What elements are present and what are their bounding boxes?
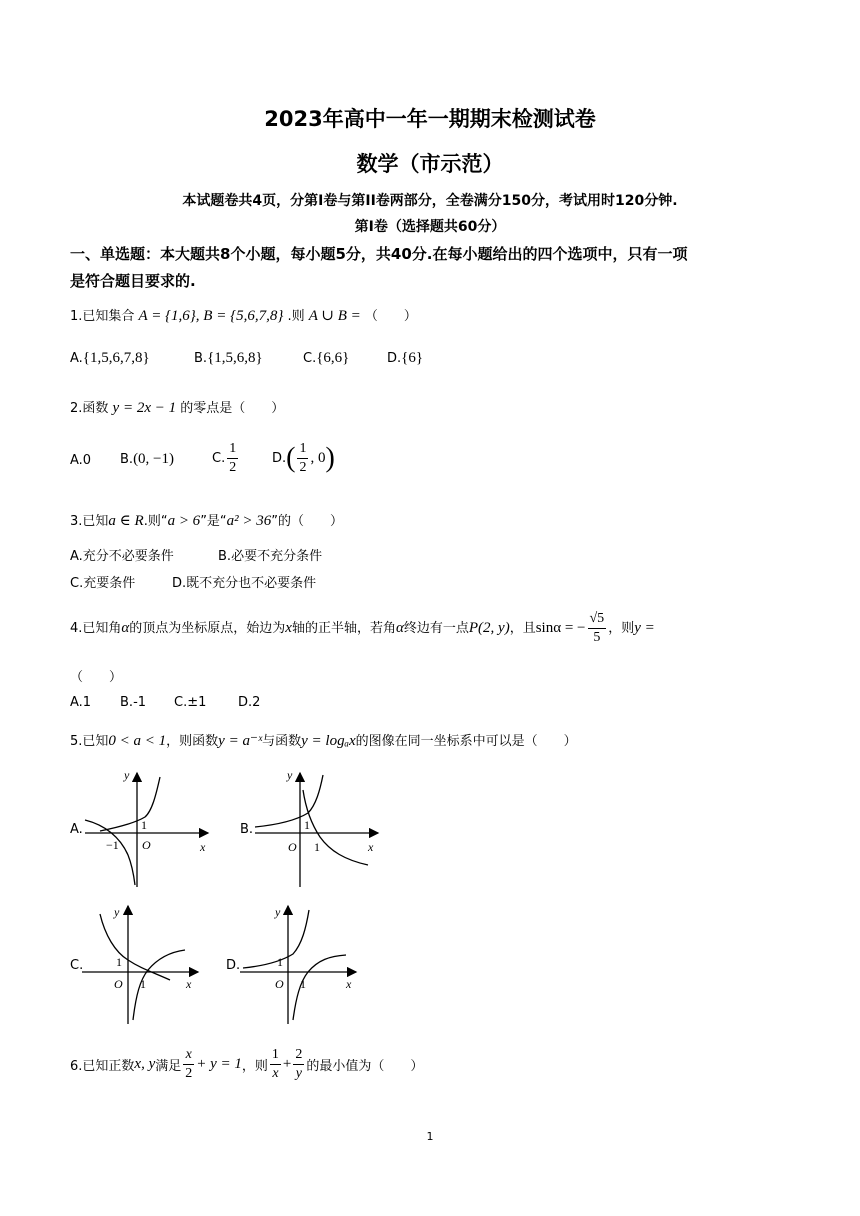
log-curve bbox=[85, 820, 135, 885]
denominator: x bbox=[272, 1066, 279, 1081]
tick-one-x: 1 bbox=[314, 840, 320, 854]
q3-option-a[interactable] bbox=[70, 545, 174, 564]
option-value: 2 bbox=[252, 695, 261, 710]
q4-paren: （ ） bbox=[70, 670, 123, 685]
exam-subtitle: 数学（市示范） bbox=[356, 152, 504, 176]
q1-option-b[interactable] bbox=[194, 350, 263, 367]
option-label: B. bbox=[120, 452, 134, 467]
q5-option-a-label[interactable]: A. bbox=[70, 822, 83, 837]
q4-text-b: 的顶点为坐标原点，始边为 bbox=[129, 621, 286, 636]
option-label: B. bbox=[194, 351, 208, 366]
q4-sin: sinα = − bbox=[535, 620, 586, 636]
origin-label: O bbox=[275, 977, 284, 991]
q4-point: P(2, y) bbox=[468, 620, 510, 636]
option-label: B. bbox=[218, 549, 232, 564]
option-label: C. bbox=[303, 351, 317, 366]
q2-option-d[interactable] bbox=[272, 440, 335, 477]
question-2 bbox=[70, 397, 284, 417]
plus-sign: + bbox=[282, 1056, 292, 1072]
right-paren: ) bbox=[325, 442, 335, 474]
tick-neg-one: −1 bbox=[106, 838, 119, 852]
option-value: 充分不必要条件 bbox=[82, 549, 174, 564]
q2-option-b[interactable] bbox=[120, 451, 174, 468]
q4-option-c[interactable] bbox=[174, 695, 206, 710]
numerator: 1 bbox=[227, 440, 238, 459]
q5-graph-a[interactable] bbox=[80, 765, 215, 890]
option-value: 必要不充分条件 bbox=[231, 549, 323, 564]
q5-graph-b[interactable] bbox=[250, 765, 385, 890]
question-3 bbox=[70, 510, 343, 530]
q1-sets: A = {1,6}, B = {5,6,7,8} bbox=[138, 308, 284, 324]
q1-expr: A ∪ B = bbox=[308, 308, 361, 324]
q6-text-mid2: ，则 bbox=[241, 1059, 268, 1074]
question-6 bbox=[70, 1046, 423, 1083]
q2-expr: y = 2x − 1 bbox=[112, 400, 177, 416]
y-label: y bbox=[124, 768, 130, 782]
x-label: x bbox=[368, 840, 374, 854]
option-label: C. bbox=[70, 576, 84, 591]
q3-option-d[interactable] bbox=[172, 572, 316, 591]
option-label: B. bbox=[120, 695, 134, 710]
q5-text-suffix: 的图像在同一坐标系中可以是（ ） bbox=[355, 734, 577, 749]
x-label: x bbox=[200, 840, 206, 854]
q1-option-a[interactable] bbox=[70, 350, 150, 367]
numerator: x bbox=[183, 1046, 194, 1065]
q4-alpha-2: α bbox=[395, 620, 404, 636]
q4-text-d: 终边有一点 bbox=[403, 621, 469, 636]
q1-text-mid: .则 bbox=[287, 309, 305, 324]
denominator: 2 bbox=[229, 460, 237, 475]
q4-text-e: ，且 bbox=[509, 621, 536, 636]
tick-one-y: 1 bbox=[277, 955, 283, 969]
q4-x: x bbox=[285, 620, 292, 636]
fraction bbox=[293, 1046, 304, 1083]
option-label: C. bbox=[174, 695, 188, 710]
option-label: C. bbox=[212, 451, 226, 466]
q5-option-c-label[interactable]: C. bbox=[70, 958, 84, 973]
part-one-heading: 第I卷（选择题共60分） bbox=[354, 219, 506, 235]
q3-expr2: a > 6 bbox=[167, 513, 201, 529]
fraction bbox=[270, 1046, 281, 1083]
tick-one-x: 1 bbox=[140, 977, 146, 991]
exp-curve bbox=[100, 777, 160, 831]
option-value: {6} bbox=[401, 350, 424, 366]
fraction bbox=[227, 440, 238, 477]
q4-text-f: ，则 bbox=[608, 621, 635, 636]
q6-vars: x, y bbox=[134, 1056, 156, 1072]
q4-y-eq: y = bbox=[634, 620, 655, 636]
option-label: A. bbox=[70, 549, 83, 564]
q1-paren: （ ） bbox=[364, 309, 417, 324]
origin-label: O bbox=[142, 838, 151, 852]
x-label: x bbox=[346, 977, 352, 991]
option-label: D. bbox=[172, 576, 187, 591]
option-label: A. bbox=[70, 453, 83, 468]
q3-option-b[interactable] bbox=[218, 545, 322, 564]
numerator: √5 bbox=[588, 610, 607, 629]
exam-title: 2023年高中一年一期期末检测试卷 bbox=[264, 107, 596, 131]
q6-text-suffix: 的最小值为（ ） bbox=[306, 1059, 424, 1074]
q6-text: 6.已知正数 bbox=[70, 1059, 135, 1074]
question-5 bbox=[70, 730, 577, 750]
q4-alpha: α bbox=[121, 620, 130, 636]
point-tail: , 0 bbox=[310, 450, 326, 466]
q2-text: 2.函数 bbox=[70, 401, 109, 416]
q4-option-b[interactable] bbox=[120, 695, 146, 710]
denominator: 2 bbox=[185, 1066, 193, 1081]
section-heading-line2: 是符合题目要求的. bbox=[70, 272, 196, 290]
x-label: x bbox=[186, 977, 192, 991]
option-label: D. bbox=[387, 351, 402, 366]
option-value: 充要条件 bbox=[83, 576, 136, 591]
q2-text-suffix: 的零点是（ ） bbox=[180, 401, 285, 416]
q5-graph-d[interactable] bbox=[238, 900, 363, 1025]
q5-text: 5.已知 bbox=[70, 734, 109, 749]
q6-cond-tail: + y = 1 bbox=[196, 1056, 242, 1072]
exp-curve bbox=[100, 914, 170, 980]
q4-option-a[interactable] bbox=[70, 695, 91, 710]
q3-text: 3.已知 bbox=[70, 514, 109, 529]
q5-text-mid2: 与函数 bbox=[262, 734, 302, 749]
q2-option-c[interactable] bbox=[212, 440, 240, 477]
option-label: D. bbox=[238, 695, 253, 710]
q1-option-d[interactable] bbox=[387, 350, 423, 367]
q3-text-mid1: .则“ bbox=[143, 514, 168, 529]
q4-option-d[interactable] bbox=[238, 695, 260, 710]
tick-one-x: 1 bbox=[300, 977, 306, 991]
option-value: -1 bbox=[133, 695, 147, 710]
q1-option-c[interactable] bbox=[303, 350, 349, 367]
left-paren: ( bbox=[286, 442, 296, 474]
q5-graph-c[interactable] bbox=[80, 900, 205, 1025]
tick-one: 1 bbox=[141, 818, 147, 832]
option-value: 既不充分也不必要条件 bbox=[186, 576, 317, 591]
exam-info: 本试题卷共4页，分第I卷与第II卷两部分，全卷满分150分，考试用时120分钟. bbox=[182, 193, 678, 209]
fraction bbox=[588, 610, 607, 647]
q4-text: 4.已知角 bbox=[70, 621, 122, 636]
y-label: y bbox=[114, 905, 120, 919]
numerator: 2 bbox=[293, 1046, 304, 1065]
q5-option-b-label[interactable]: B. bbox=[240, 822, 254, 837]
denominator: 5 bbox=[593, 630, 601, 645]
option-value: {6,6} bbox=[316, 350, 350, 366]
q3-expr1: a ∈ R bbox=[108, 513, 144, 529]
q6-text-mid: 满足 bbox=[155, 1059, 182, 1074]
option-label: D. bbox=[272, 451, 287, 466]
y-label: y bbox=[275, 905, 281, 919]
log-curve bbox=[303, 790, 368, 865]
option-label: A. bbox=[70, 695, 83, 710]
numerator: 1 bbox=[270, 1046, 281, 1065]
option-label: A. bbox=[70, 351, 83, 366]
page-number: 1 bbox=[426, 1130, 434, 1143]
q3-option-c[interactable] bbox=[70, 572, 135, 591]
q3-text-suffix: ”的（ ） bbox=[271, 514, 344, 529]
q5-f2: y = logₐx bbox=[301, 733, 356, 749]
question-4 bbox=[70, 610, 655, 647]
q1-text: 1.已知集合 bbox=[70, 309, 135, 324]
tick-one-y: 1 bbox=[116, 955, 122, 969]
q4-text-c: 轴的正半轴，若角 bbox=[291, 621, 396, 636]
q3-expr3: a² > 36 bbox=[226, 513, 272, 529]
y-label: y bbox=[287, 768, 293, 782]
option-value: {1,5,6,8} bbox=[207, 350, 263, 366]
section-heading-line1: 一、单选题：本大题共8个小题，每小题5分，共40分.在每小题给出的四个选项中，只有一项 bbox=[70, 245, 688, 263]
exp-curve bbox=[255, 775, 323, 827]
q5-cond: 0 < a < 1 bbox=[108, 733, 167, 749]
fraction bbox=[297, 440, 308, 477]
numerator: 1 bbox=[297, 440, 308, 459]
origin-label: O bbox=[288, 840, 297, 854]
origin-label: O bbox=[114, 977, 123, 991]
question-1 bbox=[70, 305, 417, 325]
option-value: 1 bbox=[82, 695, 92, 710]
denominator: y bbox=[295, 1066, 302, 1081]
q2-option-a[interactable] bbox=[70, 453, 91, 468]
option-value: 0 bbox=[82, 453, 92, 468]
denominator: 2 bbox=[299, 460, 307, 475]
tick-one-y: 1 bbox=[304, 818, 310, 832]
q5-f1: y = a⁻ˣ bbox=[218, 733, 263, 749]
option-value: {1,5,6,7,8} bbox=[82, 350, 150, 366]
q3-text-mid2: ”是“ bbox=[200, 514, 227, 529]
q5-text-mid: ，则函数 bbox=[166, 734, 219, 749]
option-value: (0, −1) bbox=[133, 451, 175, 467]
fraction bbox=[183, 1046, 194, 1083]
q5-option-d-label[interactable]: D. bbox=[226, 958, 241, 973]
option-value: ±1 bbox=[187, 695, 207, 710]
